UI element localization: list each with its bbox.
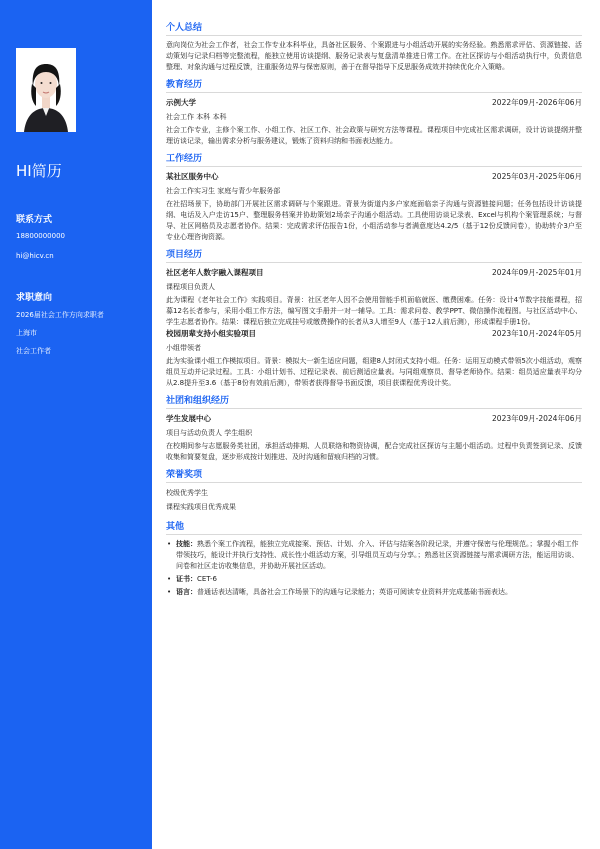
avatar	[16, 48, 76, 132]
others-text: 普通话表达清晰，具备社会工作场景下的沟通与记录能力；英语可阅读专业资料并完成基础书面表达。	[197, 588, 512, 596]
project-role: 课程项目负责人	[166, 283, 215, 291]
list-item	[166, 539, 582, 572]
project-text: 此为课程《老年社会工作》实践项目。背景：社区老年人因不会使用智能手机面临就医、缴费困难。任务：设计4节数字技能课程，招募12名长者参与，采用小组工作方法，编写图文手册并一对一辅导。工具：需求问卷、教学PPT、微信操作流程图。与社区活动中心、学生志愿者协作。结果：课程后独立完成挂号或缴费操作的长者从3人增至9人（基于12人前后测），形成课程手册1份。	[166, 296, 582, 326]
work-text: 在社招场景下，协助部门开展社区需求调研与个案跟进。背景为街道内多户家庭面临亲子沟通与资源链接问题；任务包括设计访谈提纲、电话及入户走访15户、整理服务档案并协助策划2场亲子沟通小组活动。工具使用访谈记录表、Excel与机构个案管理系统；与督导、社区网格员及志愿者协作。结果：完成需求评估报告1份，小组活动参与者满意度达4.2/5（基于12份反馈问卷），协助转介3户至专业心理咨询资源。	[166, 200, 582, 241]
work-meta: 社会工作实习生 家庭与青少年服务部	[166, 187, 281, 195]
project-row	[166, 267, 582, 279]
phone-text: 18800000000	[16, 232, 65, 240]
main-content	[166, 20, 582, 598]
project-row	[166, 328, 582, 340]
intent-line-2: 上海市	[16, 329, 37, 337]
summary-heading: 个人总结	[166, 20, 582, 36]
summary-text: 意向岗位为社会工作者，社会工作专业本科毕业，具备社区服务、个案跟进与小组活动开展的实务经验。熟悉需求评估、资源链接、活动策划与记录归档等完整流程，能独立使用访谈提纲、服务记录表与复盘清单推进日常工作。在社区探访与小组活动执行中，负责信息整理、对象沟通与过程反馈，注重服务边界与保密原则，善于在督导指导下反思服务成效并持续优化介入策略。	[166, 41, 582, 71]
project-role: 小组带领者	[166, 344, 201, 352]
education-meta: 社会工作 本科 本科	[166, 113, 227, 121]
intent-heading: 求职意向	[16, 293, 53, 303]
campus-meta: 项目与活动负责人 学生组织	[166, 429, 253, 437]
others-label: 证书：	[176, 575, 197, 583]
awards-heading: 荣誉奖项	[166, 467, 582, 483]
others-text: 熟悉个案工作流程，能独立完成接案、预估、计划、介入、评估与结案各阶段记录，并遵守保密与伦理规范。；掌握小组工作带领技巧，能设计并执行支持性、成长性小组活动方案，引导组员互动与分享。；熟悉社区资源链接与需求调研方法，能运用访谈、问卷和社区走访收集信息，并协助开展社区活动。	[176, 540, 579, 570]
intent-line-1: 2026届社会工作方向求职者	[16, 311, 104, 319]
education-heading: 教育经历	[166, 77, 582, 93]
project-date: 2023年10月-2024年05月	[492, 329, 582, 338]
project-name: 校园朋辈支持小组实验项目	[166, 329, 256, 338]
others-label: 技能：	[176, 540, 197, 548]
school-name: 示例大学	[166, 98, 196, 107]
campus-text: 在校期间参与志愿服务类社团，承担活动排期、人员联络和物资协调，配合完成社区探访与主题小组活动。过程中负责签到记录、反馈收集和简要复盘，逐步形成按计划推进、及时沟通和留痕归档的习惯。	[166, 442, 582, 461]
email-text: hi@hicv.cn	[16, 252, 54, 260]
campus-row	[166, 413, 582, 425]
work-row	[166, 171, 582, 183]
profile-photo-icon	[16, 48, 76, 132]
project-name: 社区老年人数字融入课程项目	[166, 268, 264, 277]
work-heading: 工作经历	[166, 151, 582, 167]
project-date: 2024年09月-2025年01月	[492, 268, 582, 277]
list-item	[166, 574, 582, 585]
education-row	[166, 97, 582, 109]
education-date: 2022年09月-2026年06月	[492, 98, 582, 107]
award-item: 课程实践项目优秀成果	[166, 503, 236, 511]
work-org: 某社区服务中心	[166, 172, 219, 181]
campus-heading: 社团和组织经历	[166, 393, 582, 409]
project-text: 此为实验课小组工作模拟项目。背景：模拟大一新生适应问题，组建8人封闭式支持小组。任务：运用互动模式带领5次小组活动，观察组员互动并记录过程。工具：小组计划书、过程记录表、前后测适应量表。与同组观察员、督导老师协作。结果：组员适应量表平均分从2.8提升至3.6（基于8份有效前后测），带领者获得督导书面反馈，项目获课程优秀设计奖。	[166, 357, 582, 387]
resume-name: HI简历	[16, 162, 62, 180]
sidebar	[0, 0, 152, 849]
others-list	[166, 539, 582, 598]
others-heading: 其他	[166, 519, 582, 535]
award-item: 校级优秀学生	[166, 489, 208, 497]
projects-heading: 项目经历	[166, 247, 582, 263]
intent-line-3: 社会工作者	[16, 347, 51, 355]
work-date: 2025年03月-2025年06月	[492, 172, 582, 181]
campus-date: 2023年09月-2024年06月	[492, 414, 582, 423]
education-text: 社会工作专业，主修个案工作、小组工作、社区工作、社会政策与研究方法等课程。课程项目中完成社区需求调研，设计访谈提纲并整理访谈记录，输出需求分析与服务建议，锻炼了资料归纳和书面表达能力。	[166, 126, 582, 145]
others-text: CET-6	[197, 575, 217, 583]
others-label: 语言：	[176, 588, 197, 596]
campus-org: 学生发展中心	[166, 414, 211, 423]
contact-heading: 联系方式	[16, 215, 53, 225]
list-item	[166, 587, 582, 598]
